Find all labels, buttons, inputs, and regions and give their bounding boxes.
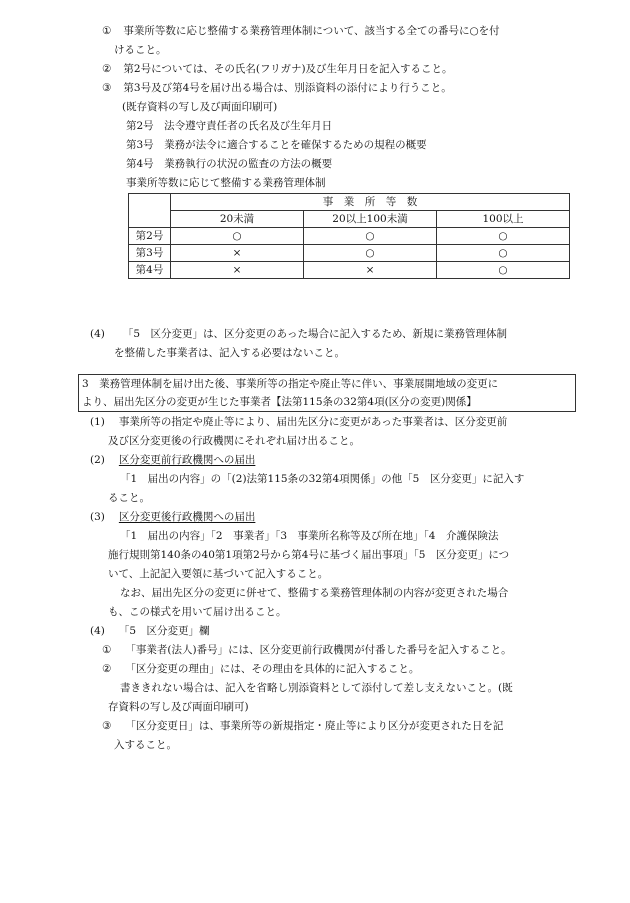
item-4-number: (4)	[90, 328, 105, 340]
item-1-number: ①	[102, 25, 112, 37]
section-3-item-2-line-1: 「1 届出の内容」の「(2)法第115条の32第4項関係」の他「5 区分変更」に記入す	[120, 473, 525, 485]
row-label: 第3号	[129, 245, 171, 262]
section-3-item-3-line-5: も、この様式を用いて届け出ること。	[108, 606, 287, 618]
definition-3: 第3号 業務が法令に適合することを確保するための規程の概要	[126, 139, 427, 151]
sub-item-1-line	[102, 641, 512, 659]
table-column-header-row	[129, 211, 570, 228]
sub-item-2-text: 「区分変更の理由」には、その理由を具体的に記入すること。	[125, 663, 420, 675]
table-cell: ○	[437, 245, 570, 262]
section-3-item-3-line-2: 施行規則第140条の40第1項第2号から第4号に基づく届出事項」「5 区分変更」につ	[108, 549, 510, 561]
sub-item-3-text: 「区分変更日」は、事業所等の新規指定・廃止等により区分が変更された日を記	[125, 720, 504, 732]
item-2-line	[102, 60, 453, 78]
column-header: 20未満	[171, 211, 304, 228]
table-row	[129, 262, 570, 279]
sub-item-2-line-2: 書ききれない場合は、記入を省略し別添資料として添付して差し支えないこと。(既	[120, 682, 513, 694]
section-3-item-3-line-4: なお、届出先区分の変更に併せて、整備する業務管理体制の内容が変更された場合	[120, 587, 509, 599]
section-3-heading-line-2: より、届出先区分の変更が生じた事業者【法第115条の32第4項(区分の変更)関係】	[82, 396, 477, 408]
table-caption: 事業所等数に応じて整備する業務管理体制	[126, 177, 326, 189]
item-4-line-2: を整備した事業者は、記入する必要はないこと。	[114, 347, 345, 359]
table-cell: ×	[171, 262, 304, 279]
section-3-item-3-line-1: 「1 届出の内容」「2 事業者」「3 事業所名称等及び所在地」「4 介護保険法	[120, 530, 499, 542]
column-header: 20以上100未満	[304, 211, 437, 228]
row-label: 第4号	[129, 262, 171, 279]
section-3-item-4-number: (4)	[90, 625, 105, 637]
table-cell: ○	[437, 228, 570, 245]
row-label: 第2号	[129, 228, 171, 245]
section-3-item-3-title: 区分変更後行政機関への届出	[118, 511, 256, 523]
section-3-item-4-title: 「5 区分変更」欄	[118, 625, 210, 637]
item-2-number: ②	[102, 63, 112, 75]
table-cell: ×	[171, 245, 304, 262]
sub-item-3-line-1	[102, 717, 503, 735]
item-3-number: ③	[102, 82, 112, 94]
management-structure-table	[128, 193, 570, 279]
definition-2: 第2号 法令遵守責任者の氏名及び生年月日	[126, 120, 333, 132]
item-1-text: 事業所等数に応じ整備する業務管理体制について、該当する全ての番号に○を付	[123, 25, 500, 37]
sub-item-2-line	[102, 660, 419, 678]
table-group-header-row	[129, 194, 570, 211]
column-header: 100以上	[437, 211, 570, 228]
sub-item-1-text: 「事業者(法人)番号」には、区分変更前行政機関が付番した番号を記入すること。	[125, 644, 512, 656]
section-3-item-3-number: (3)	[90, 511, 105, 523]
section-3-item-2-number: (2)	[90, 454, 105, 466]
table-cell: ○	[304, 245, 437, 262]
definition-4: 第4号 業務執行の状況の監査の方法の概要	[126, 158, 333, 170]
section-3-item-1-text: 事業所等の指定や廃止等により、届出先区分に変更があった事業者は、区分変更前	[118, 416, 508, 428]
sub-item-3-number: ③	[102, 720, 112, 732]
section-3-item-3-title-line	[90, 508, 255, 526]
item-3-line	[102, 79, 452, 97]
section-3-item-3-line-3: いて、上記記入要領に基づいて記入すること。	[108, 568, 329, 580]
table-group-header: 事 業 所 等 数	[171, 194, 570, 211]
item-3-text: 第3号及び第4号を届け出る場合は、別添資料の添付により行うこと。	[123, 82, 452, 94]
table-corner-cell	[129, 194, 171, 228]
item-1-line-2: けること。	[114, 44, 167, 56]
section-3-item-1-number: (1)	[90, 416, 105, 428]
sub-item-2-line-3: 存資料の写し及び両面印刷可)	[108, 701, 249, 713]
sub-item-1-number: ①	[102, 644, 112, 656]
item-4-line-1	[90, 325, 507, 343]
table-cell: ×	[304, 262, 437, 279]
section-3-item-2-title-line	[90, 451, 255, 469]
table-cell: ○	[437, 262, 570, 279]
section-3-item-1-line-1	[90, 413, 507, 431]
item-2-text: 第2号については、その氏名(フリガナ)及び生年月日を記入すること。	[123, 63, 453, 75]
table-row	[129, 245, 570, 262]
section-3-item-2-title: 区分変更前行政機関への届出	[118, 454, 256, 466]
table-cell: ○	[304, 228, 437, 245]
sub-item-2-number: ②	[102, 663, 112, 675]
section-3-item-1-line-2: 及び区分変更後の行政機関にそれぞれ届け出ること。	[108, 435, 360, 447]
section-3-heading-line-1: 3 業務管理体制を届け出た後、事業所等の指定や廃止等に伴い、事業展開地域の変更に	[82, 378, 499, 390]
section-3-item-2-line-2: ること。	[108, 492, 150, 504]
item-3-note: (既存資料の写し及び両面印刷可)	[122, 101, 278, 113]
section-3-item-4-title-line	[90, 622, 210, 640]
sub-item-3-line-2: 入すること。	[114, 739, 177, 751]
item-1-line-1	[102, 22, 500, 40]
item-4-text: 「5 区分変更」は、区分変更のあった場合に記入するため、新規に業務管理体制	[122, 328, 508, 340]
table-row	[129, 228, 570, 245]
table-cell: ○	[171, 228, 304, 245]
